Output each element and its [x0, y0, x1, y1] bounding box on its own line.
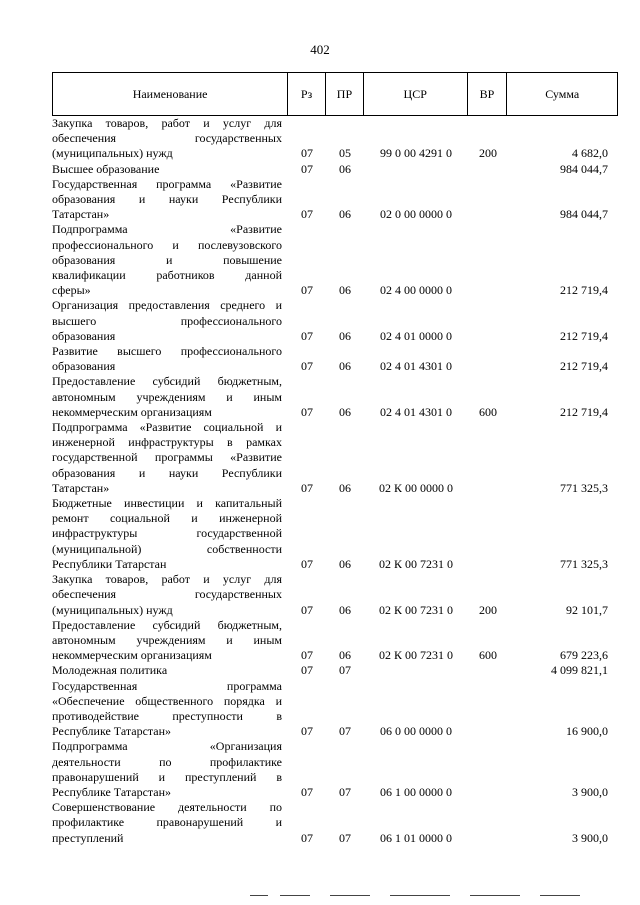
- row-rz: 07: [301, 830, 313, 845]
- page-number: 402: [310, 42, 330, 57]
- row-csr: 02 4 01 4301 0: [380, 359, 452, 374]
- row-name-line: Республике Татарстан»: [52, 724, 172, 739]
- row-pr: 06: [339, 283, 351, 298]
- row-csr: 02 4 01 0000 0: [380, 328, 452, 343]
- row-sum: 984 044,7: [560, 207, 608, 222]
- table-body: [52, 116, 618, 846]
- row-rz: 07: [301, 359, 313, 374]
- row-sum: 771 325,3: [560, 556, 608, 571]
- header-csr: ЦСР: [364, 73, 468, 115]
- row-name-line: Государственная программа: [52, 678, 282, 693]
- row-rz: 07: [301, 663, 313, 678]
- table-row: [52, 420, 618, 496]
- row-name-line: Закупка товаров, работ и услуг для: [52, 572, 282, 587]
- row-name-line: Организация предоставления среднего и: [52, 298, 282, 313]
- row-rz: 07: [301, 724, 313, 739]
- row-csr: 02 4 00 0000 0: [380, 283, 452, 298]
- row-name: [52, 572, 288, 618]
- row-name-line: Подпрограмма «Развитие: [52, 222, 282, 237]
- row-name-line: Государственная программа «Развитие: [52, 176, 282, 191]
- row-csr: 02 4 01 4301 0: [380, 404, 452, 419]
- row-pr: 07: [339, 724, 351, 739]
- row-name-line: (муниципальных) нужд: [52, 602, 173, 617]
- table-row: [52, 618, 618, 664]
- row-name-line: образования: [52, 328, 116, 343]
- row-rz: 07: [301, 602, 313, 617]
- row-name-line: Развитие высшего профессионального: [52, 344, 282, 359]
- row-rz: 07: [301, 328, 313, 343]
- table-row: [52, 496, 618, 572]
- row-name-line: «Обеспечение общественного порядка и: [52, 693, 282, 708]
- row-name: [52, 800, 288, 846]
- row-name-line: Подпрограмма «Организация: [52, 739, 282, 754]
- row-name-line: Татарстан»: [52, 207, 110, 222]
- row-pr: 06: [339, 480, 351, 495]
- row-name: [52, 496, 288, 572]
- row-vr: 200: [479, 146, 497, 161]
- row-vr: 600: [479, 648, 497, 663]
- row-sum: 4 099 821,1: [551, 663, 608, 678]
- row-csr: 99 0 00 4291 0: [380, 146, 452, 161]
- row-name-line: Предоставление субсидий бюджетным,: [52, 374, 282, 389]
- row-name-line: высшего профессионального: [52, 313, 282, 328]
- table-row: [52, 739, 618, 800]
- table-row: [52, 162, 618, 177]
- row-csr: 06 1 01 0000 0: [380, 830, 452, 845]
- table-row: [52, 572, 618, 618]
- row-name: [52, 298, 288, 344]
- row-name-line: автономным учреждениям и иным: [52, 389, 282, 404]
- row-name-line: профилактике правонарушений и: [52, 815, 282, 830]
- row-sum: 212 719,4: [560, 359, 608, 374]
- row-rz: 07: [301, 404, 313, 419]
- row-sum: 3 900,0: [572, 830, 608, 845]
- header-vr: ВР: [468, 73, 508, 115]
- row-name-line: Предоставление субсидий бюджетным,: [52, 617, 282, 632]
- row-rz: 07: [301, 207, 313, 222]
- row-name: [52, 374, 288, 420]
- row-name-line: образования: [52, 359, 116, 374]
- row-name-line: автономным учреждениям и иным: [52, 632, 282, 647]
- row-name-line: (муниципальной) собственности: [52, 541, 282, 556]
- row-name: [52, 679, 288, 740]
- row-csr: 02 К 00 7231 0: [378, 648, 453, 663]
- header-rz: Рз: [288, 73, 326, 115]
- table-row: [52, 800, 618, 846]
- row-sum: 212 719,4: [560, 404, 608, 419]
- row-rz: 07: [301, 146, 313, 161]
- row-name-line: Высшее образование: [52, 161, 160, 176]
- row-name-line: образования и науки Республики: [52, 192, 282, 207]
- row-name-line: Закупка товаров, работ и услуг для: [52, 116, 282, 130]
- row-rz: 07: [301, 161, 313, 176]
- table-header: [52, 72, 618, 116]
- row-pr: 06: [339, 404, 351, 419]
- row-name-line: образования и повышение: [52, 252, 282, 267]
- row-name-line: (муниципальных) нужд: [52, 146, 173, 161]
- row-csr: 02 К 00 7231 0: [378, 602, 453, 617]
- row-name: [52, 116, 288, 162]
- row-sum: 984 044,7: [560, 161, 608, 176]
- row-pr: 06: [339, 648, 351, 663]
- row-name-line: Республике Татарстан»: [52, 784, 172, 799]
- row-name: [52, 344, 288, 374]
- row-sum: 212 719,4: [560, 283, 608, 298]
- row-sum: 4 682,0: [572, 146, 608, 161]
- row-pr: 06: [339, 207, 351, 222]
- row-name-line: Бюджетные инвестиции и капитальный: [52, 496, 282, 511]
- table-row: [52, 663, 618, 678]
- row-name-line: противодействие преступности в: [52, 708, 282, 723]
- row-pr: 06: [339, 556, 351, 571]
- row-name-line: ремонт социальной и инженерной: [52, 511, 282, 526]
- row-rz: 07: [301, 480, 313, 495]
- row-sum: 92 101,7: [566, 602, 608, 617]
- row-vr: 200: [479, 602, 497, 617]
- table-row: [52, 177, 618, 223]
- row-name-line: инфраструктуры государственной: [52, 526, 282, 541]
- row-csr: 02 К 00 7231 0: [378, 556, 453, 571]
- row-sum: 3 900,0: [572, 784, 608, 799]
- row-name-line: правонарушений и преступлений в: [52, 769, 282, 784]
- row-name: [52, 162, 288, 177]
- row-pr: 07: [339, 830, 351, 845]
- row-name-line: деятельности по профилактике: [52, 754, 282, 769]
- row-name-line: Подпрограмма «Развитие социальной и: [52, 420, 282, 435]
- row-name-line: инженерной инфраструктуры в рамках: [52, 435, 282, 450]
- row-csr: 02 К 00 0000 0: [378, 480, 453, 495]
- row-name: [52, 739, 288, 800]
- row-rz: 07: [301, 283, 313, 298]
- row-pr: 06: [339, 359, 351, 374]
- row-name: [52, 222, 288, 298]
- row-name: [52, 663, 288, 678]
- row-name-line: квалификации работников данной: [52, 268, 282, 283]
- row-csr: 06 0 00 0000 0: [380, 724, 452, 739]
- row-name-line: Республики Татарстан: [52, 556, 167, 571]
- row-sum: 679 223,6: [560, 648, 608, 663]
- row-sum: 771 325,3: [560, 480, 608, 495]
- scan-footer-marks: [240, 892, 620, 898]
- row-pr: 06: [339, 602, 351, 617]
- row-rz: 07: [301, 648, 313, 663]
- row-name-line: обеспечения государственных: [52, 587, 282, 602]
- table-row: [52, 116, 618, 162]
- table-row: [52, 679, 618, 740]
- row-name: [52, 177, 288, 223]
- header-pr: ПР: [326, 73, 364, 115]
- row-csr: 02 0 00 0000 0: [380, 207, 452, 222]
- row-name-line: некоммерческим организациям: [52, 404, 212, 419]
- row-pr: 05: [339, 146, 351, 161]
- row-name-line: Совершенствование деятельности по: [52, 800, 282, 815]
- header-sum: Сумма: [545, 86, 580, 101]
- row-name-line: профессионального и послевузовского: [52, 237, 282, 252]
- row-pr: 07: [339, 663, 351, 678]
- row-pr: 06: [339, 328, 351, 343]
- row-sum: 212 719,4: [560, 328, 608, 343]
- table-row: [52, 344, 618, 374]
- row-name-line: обеспечения государственных: [52, 131, 282, 146]
- row-name-line: некоммерческим организациям: [52, 648, 212, 663]
- row-name: [52, 420, 288, 496]
- table-row: [52, 222, 618, 298]
- row-rz: 07: [301, 784, 313, 799]
- row-pr: 06: [339, 161, 351, 176]
- row-name: [52, 618, 288, 664]
- table-row: [52, 374, 618, 420]
- row-rz: 07: [301, 556, 313, 571]
- row-name-line: преступлений: [52, 830, 124, 845]
- row-name-line: образования и науки Республики: [52, 465, 282, 480]
- row-csr: 06 1 00 0000 0: [380, 784, 452, 799]
- row-pr: 07: [339, 784, 351, 799]
- row-name-line: Татарстан»: [52, 480, 110, 495]
- row-name-line: государственной программы «Развитие: [52, 450, 282, 465]
- row-sum: 16 900,0: [566, 724, 608, 739]
- table-row: [52, 298, 618, 344]
- row-name-line: сферы»: [52, 283, 91, 298]
- row-name-line: Молодежная политика: [52, 663, 168, 678]
- header-name: Наименование: [53, 73, 288, 115]
- row-vr: 600: [479, 404, 497, 419]
